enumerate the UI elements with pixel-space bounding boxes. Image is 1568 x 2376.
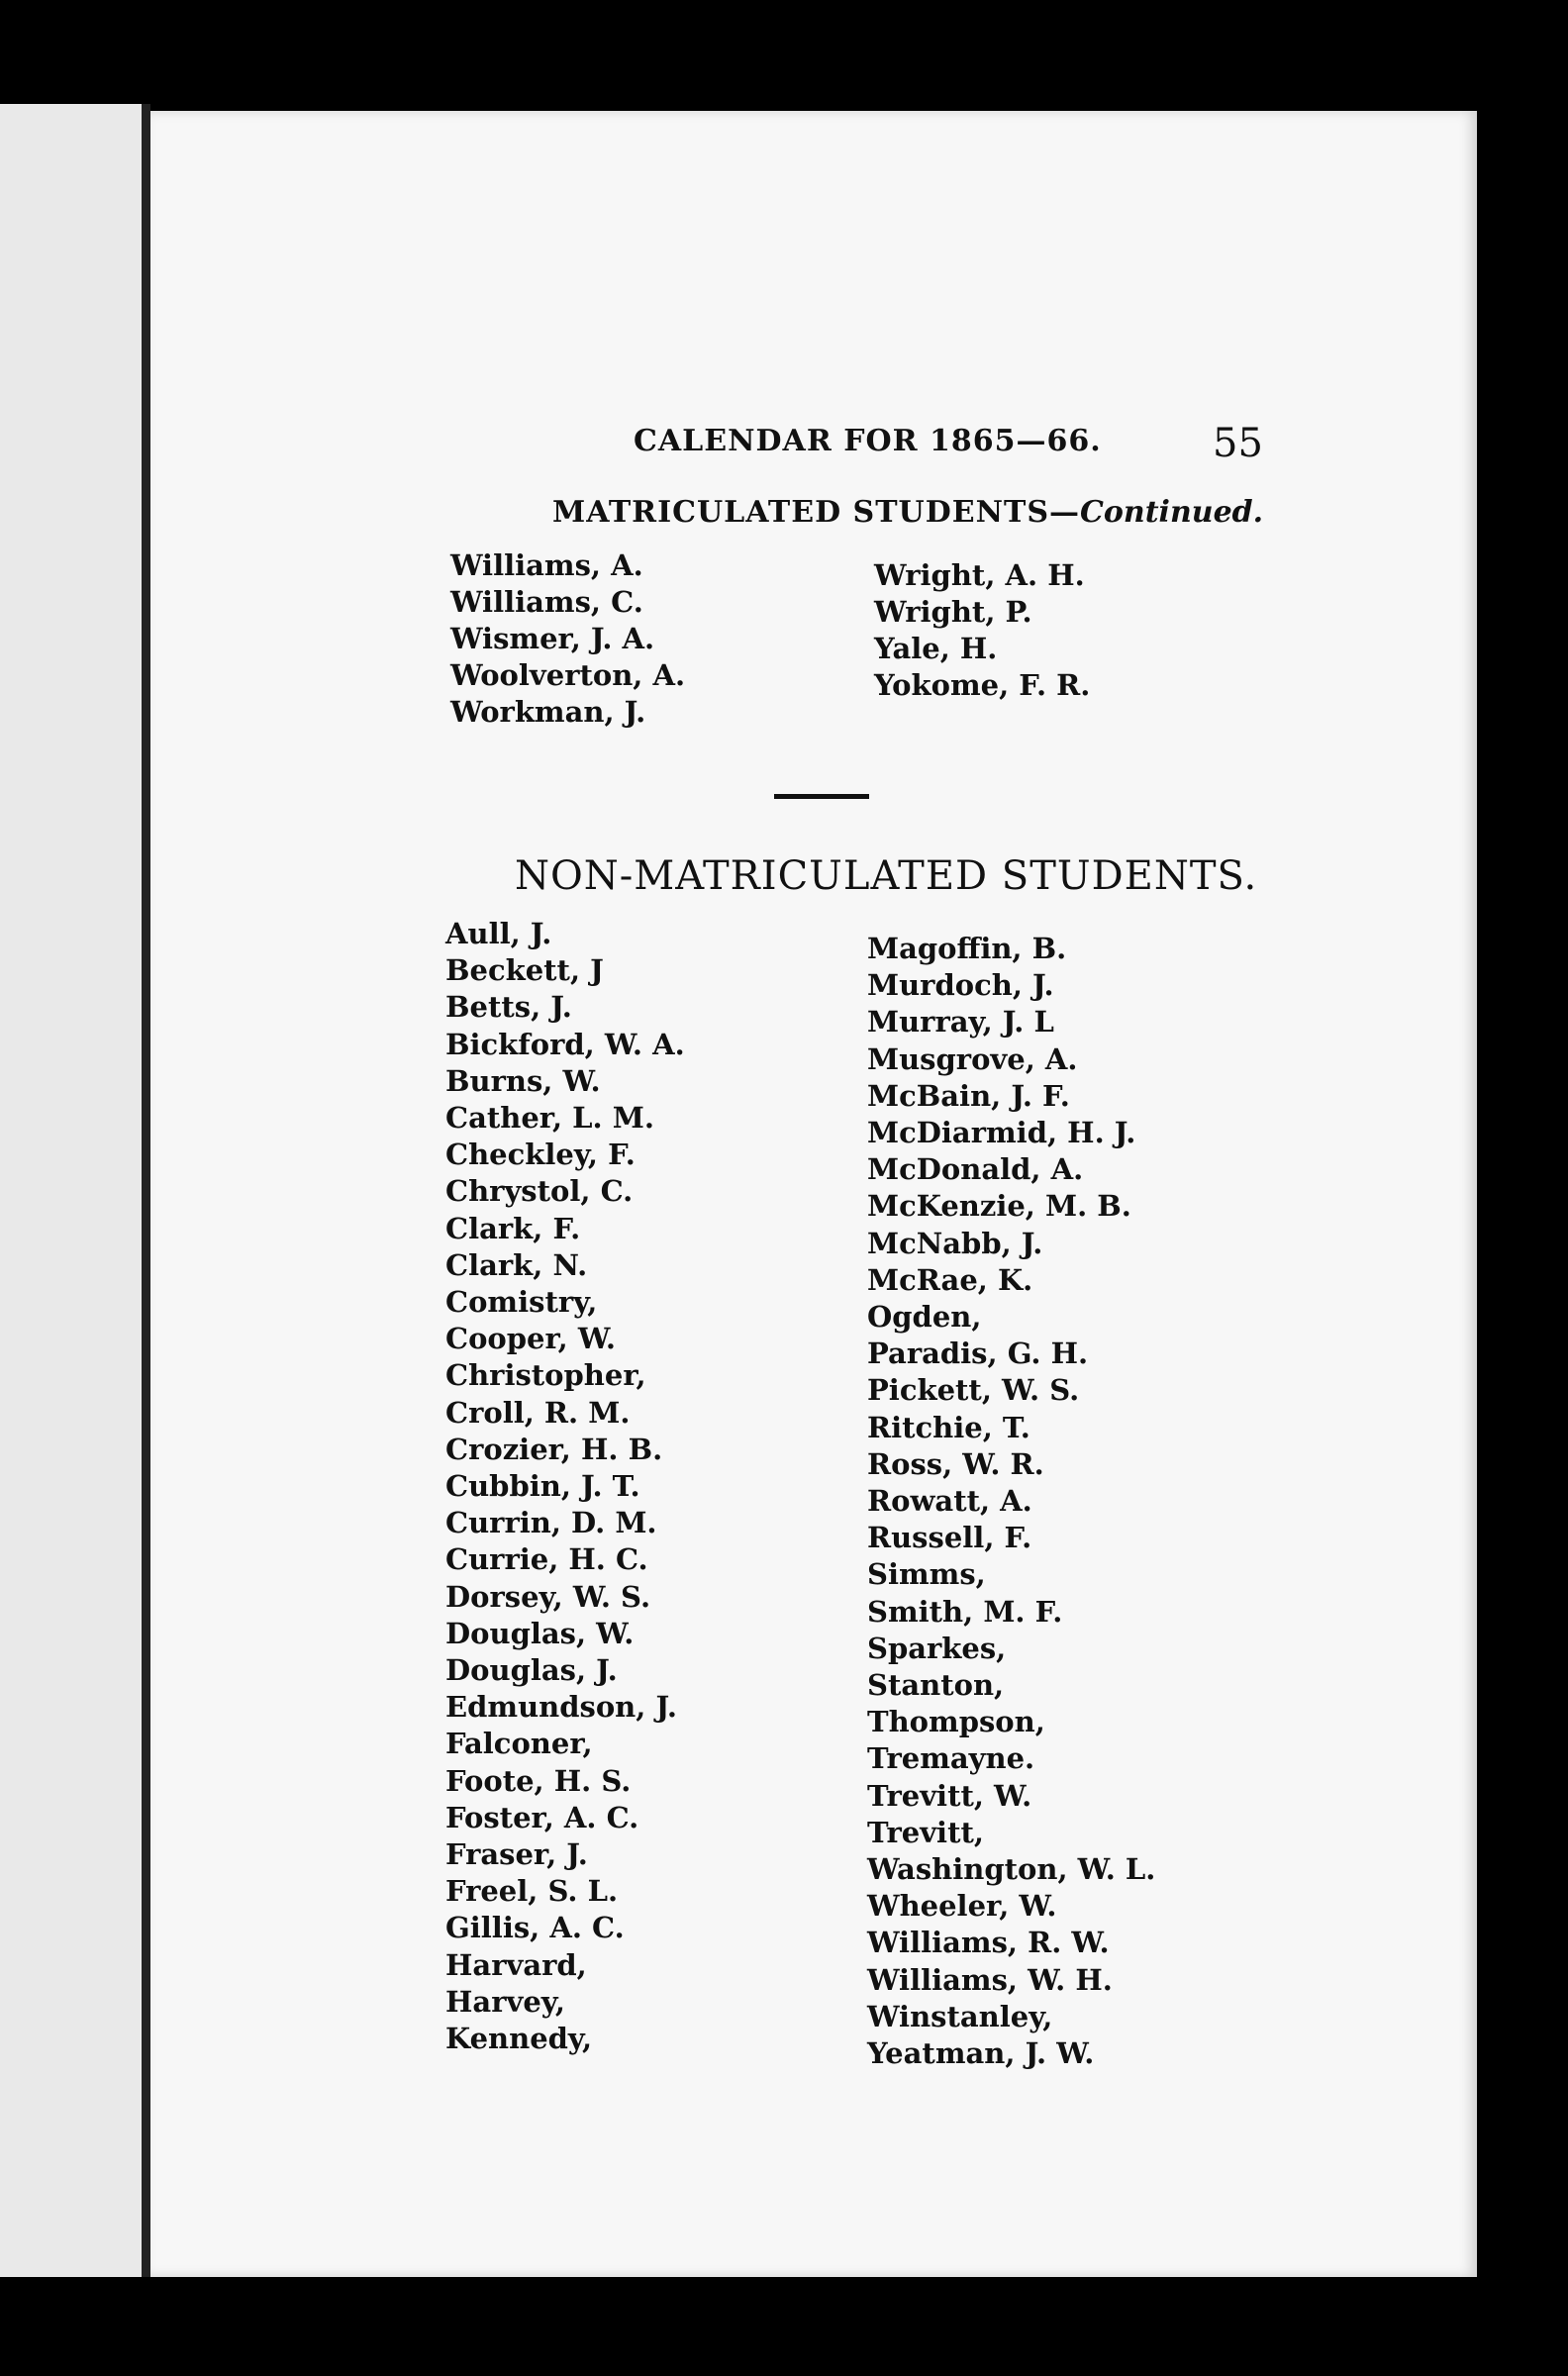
- list-item: Yokome, F. R.: [874, 668, 1091, 702]
- list-item: Ross, W. R.: [867, 1446, 1044, 1481]
- list-item: Yeatman, J. W.: [867, 2036, 1095, 2071]
- list-item: Dorsey, W. S.: [445, 1579, 651, 1614]
- list-item: Woolverton, A.: [450, 658, 686, 692]
- list-item: Washington, W. L.: [867, 1852, 1156, 1887]
- list-item: Currie, H. C.: [445, 1542, 648, 1577]
- page-number: 55: [1213, 421, 1263, 466]
- non-matriculated-right-column: [867, 931, 1155, 2072]
- list-item: Yale, H.: [874, 632, 998, 665]
- list-item: Douglas, J.: [445, 1653, 618, 1688]
- matriculated-heading: [552, 495, 1263, 530]
- facing-page-edge: [0, 104, 148, 2277]
- list-item: Trevitt, W.: [867, 1778, 1032, 1813]
- matriculated-right-column: [874, 557, 1090, 704]
- list-item: Tremayne.: [867, 1741, 1035, 1776]
- list-item: Cubbin, J. T.: [445, 1469, 640, 1504]
- list-item: McKenzie, M. B.: [867, 1189, 1131, 1224]
- list-item: Williams, A.: [450, 548, 643, 582]
- list-item: McDonald, A.: [867, 1152, 1084, 1187]
- list-item: Comistry,: [445, 1285, 598, 1320]
- list-item: McRae, K.: [867, 1262, 1033, 1297]
- list-item: Bickford, W. A.: [445, 1027, 685, 1061]
- list-item: Sparkes,: [867, 1631, 1007, 1665]
- list-item: Currin, D. M.: [445, 1506, 657, 1540]
- list-item: Stanton,: [867, 1668, 1005, 1703]
- list-item: Williams, C.: [450, 585, 643, 619]
- list-item: Kennedy,: [445, 2022, 593, 2056]
- list-item: Christopher,: [445, 1358, 646, 1393]
- list-item: Clark, N.: [445, 1247, 588, 1282]
- list-item: Trevitt,: [867, 1815, 984, 1849]
- list-item: Freel, S. L.: [445, 1874, 619, 1909]
- book-spine: [142, 104, 150, 2277]
- list-item: Cather, L. M.: [445, 1101, 654, 1136]
- list-item: Falconer,: [445, 1727, 593, 1761]
- running-title: CALENDAR FOR 1865—66.: [634, 424, 1102, 458]
- list-item: Murray, J. L: [867, 1005, 1054, 1040]
- list-item: Williams, W. H.: [867, 1962, 1113, 1997]
- list-item: Ogden,: [867, 1300, 982, 1335]
- list-item: Harvard,: [445, 1947, 587, 1982]
- list-item: Wismer, J. A.: [450, 622, 655, 655]
- list-item: Magoffin, B.: [867, 932, 1067, 965]
- list-item: Gillis, A. C.: [445, 1911, 625, 1945]
- list-item: Foster, A. C.: [445, 1800, 639, 1834]
- list-item: Checkley, F.: [445, 1138, 636, 1172]
- list-item: Aull, J.: [445, 917, 552, 950]
- list-item: Harvey,: [445, 1984, 565, 2019]
- list-item: Clark, F.: [445, 1211, 581, 1245]
- non-matriculated-left-column: [445, 916, 685, 2057]
- list-item: Fraser, J.: [445, 1837, 588, 1872]
- list-item: Wright, A. H.: [874, 558, 1085, 592]
- list-item: Betts, J.: [445, 990, 572, 1025]
- matriculated-heading-continued: Continued.: [1080, 495, 1264, 530]
- list-item: Beckett, J: [445, 953, 604, 988]
- list-item: Thompson,: [867, 1705, 1045, 1739]
- list-item: Smith, M. F.: [867, 1594, 1063, 1629]
- section-divider: [774, 794, 869, 799]
- matriculated-heading-text: MATRICULATED STUDENTS—: [552, 495, 1080, 530]
- list-item: Douglas, W.: [445, 1616, 635, 1650]
- list-item: Crozier, H. B.: [445, 1432, 663, 1466]
- list-item: Wright, P.: [874, 595, 1032, 629]
- list-item: Paradis, G. H.: [867, 1336, 1089, 1371]
- list-item: Rowatt, A.: [867, 1484, 1032, 1519]
- list-item: Williams, R. W.: [867, 1926, 1110, 1960]
- list-item: Chrystol, C.: [445, 1174, 634, 1209]
- non-matriculated-heading: NON-MATRICULATED STUDENTS.: [515, 853, 1258, 899]
- list-item: Croll, R. M.: [445, 1395, 631, 1430]
- list-item: McBain, J. F.: [867, 1078, 1070, 1113]
- list-item: Ritchie, T.: [867, 1410, 1030, 1444]
- list-item: Edmundson, J.: [445, 1690, 678, 1725]
- list-item: Russell, F.: [867, 1521, 1032, 1555]
- list-item: Wheeler, W.: [867, 1889, 1057, 1924]
- list-item: Simms,: [867, 1557, 986, 1592]
- list-item: Musgrove, A.: [867, 1041, 1078, 1076]
- list-item: Foote, H. S.: [445, 1763, 632, 1798]
- list-item: Burns, W.: [445, 1063, 601, 1098]
- matriculated-left-column: [450, 547, 685, 731]
- list-item: Cooper, W.: [445, 1322, 617, 1356]
- list-item: Workman, J.: [450, 695, 646, 729]
- list-item: Murdoch, J.: [867, 968, 1054, 1003]
- list-item: McNabb, J.: [867, 1226, 1043, 1260]
- list-item: Pickett, W. S.: [867, 1373, 1080, 1408]
- list-item: McDiarmid, H. J.: [867, 1116, 1136, 1150]
- list-item: Winstanley,: [867, 1999, 1053, 2033]
